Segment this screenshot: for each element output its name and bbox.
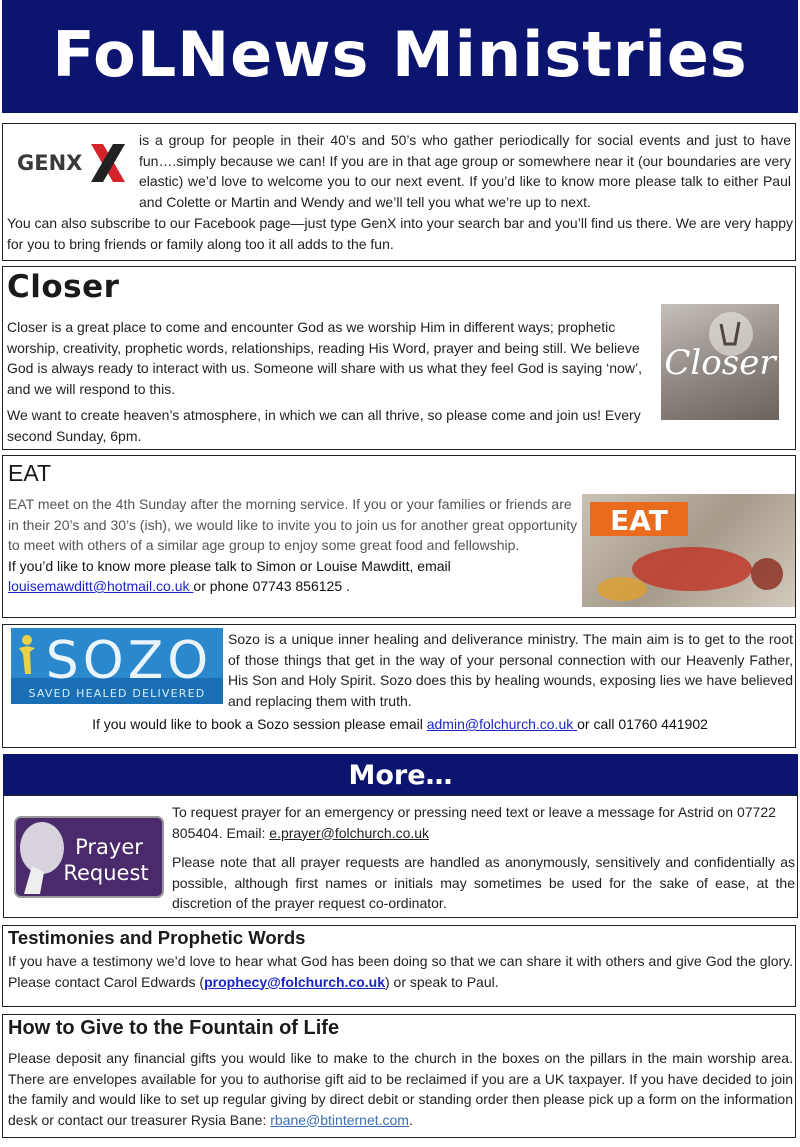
sozo-logo (11, 628, 223, 704)
genx-logo-text: GENX (17, 151, 83, 175)
prayer-request-logo (14, 816, 164, 898)
treasurer-email-link[interactable]: rbane@btinternet.com (270, 1111, 409, 1128)
eat-phone: or phone 07743 856125 . (193, 578, 350, 594)
prayer-logo-line1: Prayer (75, 835, 143, 859)
eat-section (2, 455, 796, 618)
closer-section (2, 266, 796, 450)
eat-image-art (582, 494, 795, 607)
giving-text (8, 1048, 793, 1130)
genx-facebook-note: You can also subscribe to our Facebook page—just type GenX into your search bar and you’ll find us there. We are very happy for you to bring friends or family along too it all adds to the fun. (7, 215, 794, 252)
closer-description: Closer is a great place to come and encounter God as we worship Him in different ways; prophetic worship, creativity, prophetic words, relationships, reading His Word, prayer and being still. We believe God is always ready to interact with us. Someone will share with us what they feel God is saying ‘now’, and we will respond to this. (7, 319, 642, 397)
eat-email-link[interactable]: louisemawditt@hotmail.co.uk (8, 578, 194, 594)
sozo-description: Sozo is a unique inner healing and deliverance ministry. The main aim is to get to the root of those things that get in the way of your personal connection with our Heavenly Father, His Son and Holy Spirit. Sozo does this by healing wounds, exposing lies we have believed and replacing them with truth. (228, 631, 793, 709)
genx-description: is a group for people in their 40’s and 50’s who gather periodically for social events and just to have fun….simply because we can! If you are in that age group or somewhere near it (our boundaries are very elastic) we’d love to welcome you to our next event. If you’d like to know more please talk to either Paul and Colette or Martin and Wendy and we’ll tell you what we’re up to next. (139, 132, 791, 210)
eat-image (582, 494, 795, 607)
giving-text-prefix: Please deposit any financial gifts you would like to make to the church in the boxes on the pillars in the main worship area. There are envelopes available for you to authorise gift aid to be reclaimed if you are a UK taxpayer. If you have decided to join the family and would like to set up regular giving by direct debit or standing order then please pick up a form on the information desk or contact our treasurer Rysia Bane: (8, 1050, 793, 1128)
genx-logo (13, 136, 128, 186)
eat-contact-prefix: If you’d like to know more please talk to Simon or Louise Mawditt, email (8, 557, 451, 574)
prayer-confidentiality-note: Please note that all prayer requests are handled as anonymously, sensitively and confidentially as possible, although first names or initials may sometimes be used for the sake of ease, at the discretion of the prayer request co-ordinator. (172, 854, 795, 911)
genx-section (2, 123, 796, 261)
prayer-info-prefix: To request prayer for an emergency or pressing need text or leave a message for Astrid on 07722 805404. Email: (172, 804, 776, 841)
testimonies-text-prefix: If you have a testimony we’d love to hear what God has been doing so that we can share it with others and give God the glory. Please contact Carol Edwards ( (8, 953, 793, 990)
closer-schedule: We want to create heaven’s atmosphere, in which we can all thrive, so please come and join us! Every second Sunday, 6pm. (7, 407, 641, 444)
prayer-logo-line2: Request (63, 861, 149, 885)
eat-body (8, 494, 578, 597)
testimonies-title: Testimonies and Prophetic Words (8, 927, 306, 948)
sozo-booking (3, 714, 797, 735)
closer-title: Closer (7, 269, 120, 305)
sozo-email-link[interactable]: admin@folchurch.co.uk (426, 716, 578, 732)
closer-image (661, 304, 779, 420)
newsletter-header (2, 0, 798, 113)
sozo-logo-text: SOZO (45, 631, 213, 691)
more-header (3, 754, 798, 795)
closer-body (7, 317, 659, 446)
prayer-section (3, 795, 798, 918)
prayer-email-link[interactable]: e.prayer@folchurch.co.uk (269, 824, 430, 841)
giving-section (2, 1014, 796, 1138)
eat-description: EAT meet on the 4th Sunday after the morning service. If you or your families or friends are in their 20’s and 30’s (ish), we would like to invite you to join us for another great opportunity to meet with others of a similar age group to enjoy some great food and fellowship. (8, 496, 578, 553)
sozo-logo-tagline: SAVED HEALED DELIVERED (28, 687, 206, 700)
prayer-request-info (172, 802, 795, 843)
giving-title: How to Give to the Fountain of Life (8, 1017, 340, 1039)
testimonies-text (8, 951, 793, 992)
eat-image-text: EAT (610, 504, 668, 537)
testimonies-section (2, 925, 796, 1007)
closer-image-art (661, 304, 779, 420)
testimonies-text-suffix: ) or speak to Paul. (385, 973, 499, 990)
sozo-booking-suffix: or call 01760 441902 (577, 716, 708, 732)
sozo-booking-prefix: If you would like to book a Sozo session please email (92, 716, 427, 732)
eat-title: EAT (8, 460, 52, 486)
prophecy-email-link[interactable]: prophecy@folchurch.co.uk (204, 973, 385, 990)
sozo-section (2, 624, 796, 748)
eat-contact (8, 556, 578, 597)
closer-image-text: Closer (664, 343, 776, 383)
more-title: More… (348, 760, 453, 791)
page-title: FoLNews Ministries (52, 18, 748, 91)
giving-text-suffix: . (408, 1111, 413, 1128)
